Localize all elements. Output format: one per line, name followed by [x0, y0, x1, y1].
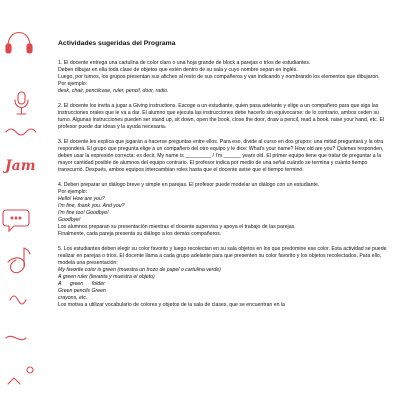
page-title: Actividades sugeridas del Programa [58, 40, 176, 47]
activity-4 [58, 182, 388, 238]
dialogue-line: Goodbye! [58, 217, 81, 223]
microphone-icon [15, 92, 28, 114]
activity-2 [58, 103, 388, 131]
dialogue-line: Hello! How are you? [58, 196, 105, 202]
paragraph: 4. Deben preparar un diálogo breve y simple en parejas. El profesor puede modelar un diálogo con un estudiante. [58, 182, 320, 188]
paragraph: 2. El docente los invita a jugar a Giving instructions. Escoge a un estudiante, quien pasa adelante y elige a un compañero para que siga las instrucciones orales que le va a dar. El alumno que ejecuta las instrucciones debe hacerlo sin equivocarse: de lo contrario, ambos ceden su turno. Algunas instrucciones pueden ser stand up, sit down, open the book, close the door, draw a pencil, read a book, raise your hand, etc. El profesor puede dar ideas y la ayuda necesaria. [58, 103, 385, 130]
paragraph: Por ejemplo: [58, 81, 88, 87]
paragraph: Luego, por turnos, los grupos presentan sus afiches al resto de sus compañeros y van indicando y nombrando los elementos que dibujaron. [58, 74, 380, 80]
activity-5 [58, 246, 388, 309]
margin-doodles [0, 0, 48, 400]
example-line: My favorite color is green (muestra un trozo de papel o cartulina verde) [58, 267, 221, 273]
dialogue-line: I'm fine, thank you. And you? [58, 203, 125, 209]
paragraph: Los alumnos preparan su presentación mientras el docente supervisa y apoya el trabajo de las parejas. [58, 224, 296, 230]
note-swirl-icon [8, 248, 30, 273]
paragraph: Finalmente, cada pareja presenta su diálogo a los demás compañeros. [58, 231, 222, 237]
jam-word-icon: Jam [5, 158, 36, 174]
example-line: desk, chair, pencilcase, ruler, pencil, door, radio. [58, 88, 169, 94]
example-line: Green pencils Green [58, 288, 106, 294]
example-line: A green ruler (levanta y muestra el objeto) [58, 274, 155, 280]
chat-bubble-icon [3, 210, 29, 231]
paragraph: 1. El docente entrega una cartulina de color claro o una hoja grande de block a parejas o tríos de estudiantes. [58, 60, 311, 66]
headphones-icon [6, 33, 32, 54]
paragraph: Los motiva a utilizar vocabulario de colores y objetos de la sala de clases, que se encuentran en la [58, 302, 285, 308]
example-line: crayons, etc. [58, 295, 88, 301]
activity-3 [58, 139, 388, 174]
example-line: A green folder [58, 281, 105, 287]
document-page [58, 40, 388, 400]
dialogue-line: I'm fine too! Goodbye! [58, 210, 109, 216]
paragraph: 5. Los estudiantes deben elegir su color favorito y luego recolectan en su sala objetos en los que predomine ese color. Esta actividad se puede realizar en parejas o tríos. El docente llama a cada grupo adelante para que presenten su color favorito y los objetos recolectados. Para ello, modela una presentación: [58, 246, 387, 266]
paragraph: 3. El docente les explica que jugarán a hacerse preguntas entre ellos. Para eso, divide al curso en dos grupos: una mitad preguntará y la otra responderá. El grupo que pregunta elige a un compañero del otro equipo y le dice: What's your name? How old are you? Quienes responden, deben usar la expresión correcta: es decir, My name is _________ / I'm ______ years old. El primer equipo tiene que tratar de preguntar a la mayor cantidad posible de alumnos del equipo contrario. El profesor indica por medio de una señal cuándo se termina y cuánto tiempo transcurrió. Después, ambos equipos intercambian roles hasta que el docente avise que el tiempo terminó. [58, 139, 384, 173]
paragraph: Deben dibujar en ella toda clase de objetos que estén dentro de su sala y cuyo nombre sepan en inglés. [58, 67, 298, 73]
activity-1 [58, 60, 388, 95]
paragraph: Por ejemplo: [58, 189, 88, 195]
